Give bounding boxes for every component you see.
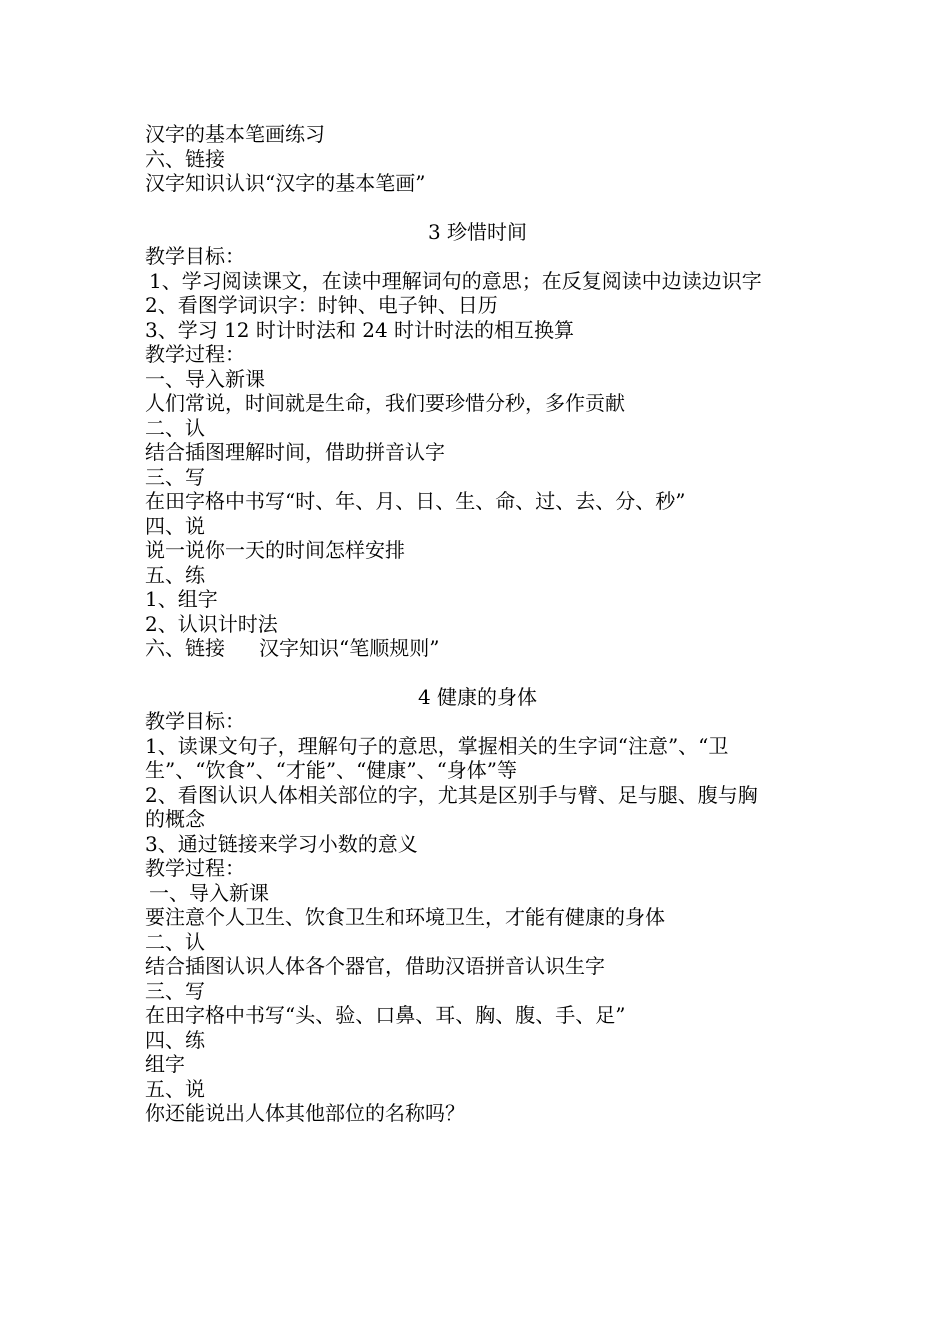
goal-item-continued: 的概念 — [145, 807, 205, 831]
section-text: 2、认识计时法 — [145, 611, 278, 636]
goal-item: 3、通过链接来学习小数的意义 — [145, 831, 418, 856]
lesson-title: 4 健康的身体 — [417, 684, 538, 709]
intro-line: 汉字的基本笔画练习 — [145, 122, 325, 146]
section-heading: 一、导入新课 — [149, 880, 269, 905]
section-text: 在田字格中书写“时、年、月、日、生、命、过、去、分、秒” — [145, 489, 686, 513]
document-page — [145, 122, 810, 1126]
section-text: 1、组字 — [145, 587, 218, 611]
goal-item: 2、看图认识人体相关部位的字，尤其是区别手与臂、足与腿、腹与胸 — [145, 782, 758, 807]
section-heading: 六、链接 — [145, 146, 225, 171]
process-heading: 教学过程： — [145, 856, 245, 880]
section-heading: 二、认 — [145, 415, 205, 440]
goal-item: 2、看图学词识字：时钟、电子钟、日历 — [145, 293, 498, 317]
section-text: 要注意个人卫生、饮食卫生和环境卫生，才能有健康的身体 — [145, 905, 665, 929]
section-text: 人们常说，时间就是生命，我们要珍惜分秒，多作贡献 — [145, 391, 625, 415]
section-heading: 三、写 — [145, 464, 205, 489]
goal-item-continued: 生”、“饮食”、“才能”、“健康”、“身体”等 — [145, 758, 518, 782]
goals-heading: 教学目标： — [145, 244, 245, 268]
section-text: 结合插图理解时间，借助拼音认字 — [145, 440, 445, 464]
section-heading: 四、练 — [145, 1027, 205, 1052]
goals-heading: 教学目标： — [145, 709, 245, 733]
section-text: 结合插图认识人体各个器官，借助汉语拼音认识生字 — [145, 954, 605, 978]
section-heading: 四、说 — [145, 513, 205, 538]
section-heading: 一、导入新课 — [145, 366, 265, 391]
section-heading: 二、认 — [145, 929, 205, 954]
section-text: 组字 — [145, 1052, 185, 1076]
goal-item: 1、读课文句子，理解句子的意思，掌握相关的生字词“注意”、“卫 — [145, 733, 729, 758]
intro-line: 汉字知识认识“汉字的基本笔画” — [145, 171, 426, 195]
blank-line — [145, 196, 810, 220]
section-heading: 六、链接 — [145, 636, 225, 660]
section-heading: 五、练 — [145, 562, 205, 587]
section-text: 说一说你一天的时间怎样安排 — [145, 538, 405, 562]
goal-item: 3、学习 12 时计时法和 24 时计时法的相互换算 — [145, 317, 575, 342]
section-text: 在田字格中书写“头、验、口鼻、耳、胸、腹、手、足” — [145, 1003, 626, 1027]
section-heading: 五、说 — [145, 1076, 205, 1101]
process-heading: 教学过程： — [145, 342, 245, 366]
section-text: 你还能说出人体其他部位的名称吗？ — [145, 1101, 465, 1125]
lesson-title: 3 珍惜时间 — [427, 219, 528, 244]
blank-line — [145, 661, 810, 685]
section-line — [145, 636, 810, 661]
section-heading: 三、写 — [145, 978, 205, 1003]
goal-item: 1、学习阅读课文，在读中理解词句的意思；在反复阅读中边读边识字 — [149, 268, 762, 293]
section-text: 汉字知识“笔顺规则” — [259, 636, 440, 660]
